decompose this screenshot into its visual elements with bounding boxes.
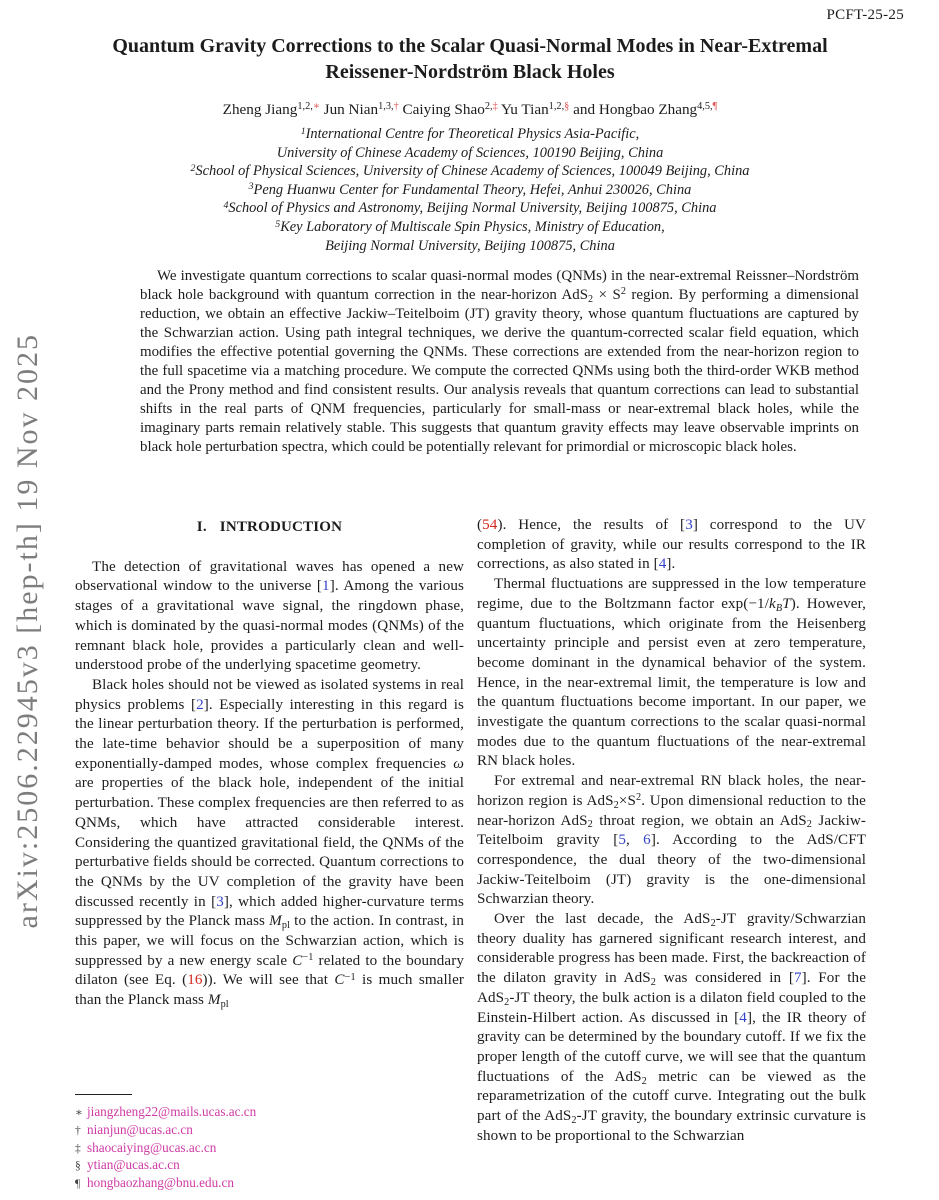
footnote-mark: ‡ bbox=[75, 1142, 81, 1155]
subscript: pl bbox=[281, 920, 291, 932]
footnote-email-link[interactable]: jiangzheng22@mails.ucas.ac.cn bbox=[87, 1104, 257, 1119]
footnote-mark: § bbox=[75, 1160, 81, 1173]
body-paragraph: The detection of gravitational waves has opened a new observational window to the universe [1]. Among the various stages of a gravitational wave signal, the ringdown phase, which is dominated by the quasi-normal modes (QNMs) of the remnant black hole, provides a particularly clean and well-understood probe of the underlying spacetime geometry. bbox=[75, 558, 464, 674]
superscript: 1 bbox=[300, 125, 306, 137]
math-var: k bbox=[769, 595, 776, 612]
superscript: −1 bbox=[344, 971, 356, 983]
subscript: 2 bbox=[641, 1075, 647, 1087]
subscript: 2 bbox=[650, 977, 657, 989]
citation-link[interactable]: 4 bbox=[658, 556, 667, 573]
footnote-rule bbox=[75, 1094, 132, 1095]
math-var: M bbox=[269, 913, 282, 930]
footnote-mark: ¶ bbox=[75, 1178, 81, 1191]
superscript: 2 bbox=[620, 286, 626, 298]
subscript: 2 bbox=[587, 819, 593, 831]
footnote-item bbox=[75, 1140, 464, 1158]
superscript: −1 bbox=[302, 952, 314, 964]
citation-link[interactable]: 7 bbox=[793, 970, 802, 987]
arxiv-banner bbox=[4, 276, 52, 986]
author-footnote-mark[interactable]: ∗ bbox=[312, 101, 320, 113]
footnote-email-link[interactable]: ytian@ucas.ac.cn bbox=[87, 1157, 180, 1173]
subscript: pl bbox=[220, 999, 229, 1011]
body-paragraph: Thermal fluctuations are suppressed in the low temperature regime, due to the Boltzmann factor $\exp(-1/k_BT)$. However, quantum fluctuations, which originate from the Heisenberg uncertainty principle and persist even at zero temperature, become dominant in the dynamical behavior of the system. Hence, in the near-extremal limit, the temperature is low and the quantum fluctuations become important. In our paper, we investigate the quantum corrections to the scalar quasi-normal modes due to the quantum fluctuations of the near-extremal RN black holes. bbox=[477, 576, 866, 770]
subscript: 2 bbox=[588, 293, 594, 305]
citation-link[interactable]: 1 bbox=[322, 578, 330, 595]
body-paragraph: Over the last decade, the AdS$_2$-JT gravity/Schwarzian theory duality has garnered significant research interest, and considerable progress has been made. First, the backreaction of the dilaton gravity in AdS$_2$ was considered in [7]. For the AdS$_2$-JT theory, the bulk action is a dilaton field coupled to the Einstein-Hilbert action. As discussed in [4], the IR theory of gravity can be determined by the boundary cutoff. If we fix the proper length of the cutoff curve, we will see that the quantum fluctuations of the AdS$_2$ metric can be viewed as the reparametrization of the cutoff curve. Integrating out the bulk part of the AdS$_2$-JT gravity, the boundary extrinsic curvature is shown to be proportional to the Schwarzian bbox=[477, 911, 866, 1144]
paper-title bbox=[70, 33, 870, 85]
footnote-item bbox=[75, 1175, 464, 1193]
abstract-paragraph: We investigate quantum corrections to scalar quasi-normal modes (QNMs) in the near-extremal Reissner–Nordström black hole background with quantum correction in the near-horizon $AdS_2 \times S^2$ region. By performing a dimensional reduction, we obtain an effective Jackiw–Teitelboim (JT) gravity theory, whose quantum fluctuations are captured by the Schwarzian action. Using path integral techniques, we derive the quantum-corrected scalar field equation, which modifies the effective potential governing the QNMs. These corrections are extended from the near-horizon region to the full spacetime via a matching procedure. We compute the corrected QNMs using both the third-order WKB method and the Prony method and find consistent results. Our analysis reveals that quantum corrections can lead to substantial shifts in the real parts of QNM frequencies, particularly for small-mass or near-extremal black holes, while the imaginary parts remain relatively stable. This suggests that quantum gravity effects may leave observable imprints on black hole perturbation spectra, which could be potentially relevant for primordial or microscopic black holes. bbox=[140, 268, 860, 455]
superscript: 2 bbox=[635, 792, 642, 804]
equation-ref[interactable]: 54 bbox=[482, 517, 498, 533]
superscript: 5 bbox=[275, 218, 281, 230]
affiliations-block bbox=[70, 125, 870, 255]
superscript: 1,3, bbox=[378, 101, 394, 113]
footnote-mark: ∗ bbox=[75, 1107, 83, 1119]
left-column bbox=[75, 516, 464, 1090]
section-number: I. bbox=[196, 519, 207, 535]
body-paragraph: (54). Hence, the results of [3] correspond to the UV completion of gravity, while our results correspond to the IR corrections, as also stated in [4]. bbox=[477, 517, 866, 573]
footnotes-block bbox=[75, 1094, 464, 1193]
affiliation-line: $^4$School of Physics and Astronomy, Beijing Normal University, Beijing 100875, China bbox=[223, 199, 717, 217]
affiliation-line: Beijing Normal University, Beijing 100875, China bbox=[325, 237, 615, 254]
paper-title-line-2: Reissener-Nordström Black Holes bbox=[325, 61, 615, 83]
math-var: ω bbox=[453, 755, 464, 772]
subscript: 2 bbox=[710, 917, 716, 929]
body-paragraph: For extremal and near-extremal RN black holes, the near-horizon region is $AdS_2\times S^2$. Upon dimensional reduction to the near-horizon AdS$_2$ throat region, we obtain an AdS$_2$ Jackiw-Teitelboim gravity [5, 6]. According to the AdS/CFT correspondence, the dual theory of the two-dimensional Jackiw-Teitelboim (JT) gravity is the one-dimensional Schwarzian theory. bbox=[477, 773, 866, 908]
section-heading-introduction bbox=[75, 518, 464, 538]
subscript: 2 bbox=[806, 819, 812, 831]
citation-link[interactable]: 6 bbox=[643, 832, 651, 849]
subscript: 2 bbox=[613, 799, 619, 811]
citation-link[interactable]: 3 bbox=[685, 517, 693, 533]
math-var: T bbox=[782, 595, 791, 612]
citation-link[interactable]: 3 bbox=[216, 893, 224, 910]
author-footnote-mark[interactable]: † bbox=[393, 101, 399, 113]
footnote-item bbox=[75, 1104, 464, 1122]
arxiv-banner-text: arXiv:2506.22945v3 [hep-th] 19 Nov 2025 bbox=[11, 333, 44, 929]
body-paragraph: Black holes should not be viewed as isolated systems in real physics problems [2]. Especially interesting in this regard is the linear perturbation theory. If the perturbation is performed, the late-time behavior should be a superposition of many exponentially-damped modes, whose complex frequencies ω are properties of the black hole, independent of the initial perturbation. These complex frequencies are then referred to as QNMs, which have attracted considerable interest. Considering the quantized gravitational field, the QNMs of the perturbative fields should be corrected. Quantum corrections to the QNMs by the UV completion of the gravity have been discussed recently in [3], which added higher-curvature terms suppressed by the Planck mass $M_{pl}$ to the action. In contrast, in this paper, we will focus on the Schwarzian action, which is suppressed by a new energy scale $C^{-1}$ related to the boundary dilaton (see Eq. (16)). We will see that $C^{-1}$ is much smaller than the Planck mass $M_{pl}$ bbox=[75, 676, 464, 1011]
footnote-email-link[interactable]: shaocaiying@ucas.ac.cn bbox=[87, 1139, 217, 1155]
affiliation-line: $^3$Peng Huanwu Center for Fundamental Theory, Hefei, Anhui 230026, China bbox=[248, 181, 692, 198]
affiliation-line: $^5$Key Laboratory of Multiscale Spin Physics, Ministry of Education, bbox=[275, 218, 665, 235]
affiliation-line: University of Chinese Academy of Sciences, 100190 Beijing, China bbox=[276, 144, 664, 161]
affiliation-line: $^2$School of Physical Sciences, University of Chinese Academy of Sciences, 100049 Beijing, China bbox=[190, 162, 750, 180]
paper-title-line-1: Quantum Gravity Corrections to the Scalar Quasi-Normal Modes in Near-Extremal bbox=[112, 35, 828, 57]
equation-ref[interactable]: 16 bbox=[187, 972, 203, 989]
citation-link[interactable]: 4 bbox=[739, 1009, 747, 1026]
superscript: 1,2, bbox=[548, 101, 565, 113]
superscript: 2, bbox=[484, 101, 493, 113]
footnote-mark: † bbox=[75, 1124, 81, 1137]
author-line: Zheng Jiang$^{1,2,∗}$ Jun Nian$^{1,3,\dagger}$ Caiying Shao$^{2,\ddagger}$ Yu Tian$^{1,2,\S}$ and Hongbao Zhang$^{4,5,\P}$ bbox=[222, 101, 718, 118]
superscript: 1,2, bbox=[297, 101, 313, 113]
superscript: 2 bbox=[190, 162, 196, 174]
preprint-id: PCFT-25-25 bbox=[826, 7, 904, 23]
footnote-item bbox=[75, 1122, 464, 1140]
footnote-email-link[interactable]: nianjun@ucas.ac.cn bbox=[87, 1121, 193, 1137]
math-var: M bbox=[207, 992, 221, 1009]
author-footnote-mark[interactable]: ¶ bbox=[712, 101, 718, 113]
superscript: 4,5, bbox=[697, 101, 713, 113]
right-column bbox=[477, 516, 866, 1200]
superscript: 3 bbox=[248, 181, 254, 193]
subscript: B bbox=[775, 602, 783, 614]
footnote-item bbox=[75, 1157, 464, 1175]
superscript: 4 bbox=[223, 199, 229, 211]
math-var: C bbox=[334, 972, 345, 989]
subscript: 2 bbox=[504, 996, 510, 1008]
footnote-email-link[interactable]: hongbaozhang@bnu.edu.cn bbox=[87, 1175, 234, 1191]
section-title: INTRODUCTION bbox=[219, 519, 343, 535]
citation-link[interactable]: 2 bbox=[196, 696, 204, 713]
citation-link[interactable]: 5 bbox=[618, 832, 626, 849]
author-footnote-mark[interactable]: § bbox=[564, 101, 570, 113]
subscript: 2 bbox=[571, 1114, 577, 1126]
author-footnote-mark[interactable]: ‡ bbox=[492, 101, 498, 113]
math-var: C bbox=[292, 952, 303, 969]
affiliation-line: $^1$International Centre for Theoretical Physics Asia-Pacific, bbox=[300, 125, 640, 142]
